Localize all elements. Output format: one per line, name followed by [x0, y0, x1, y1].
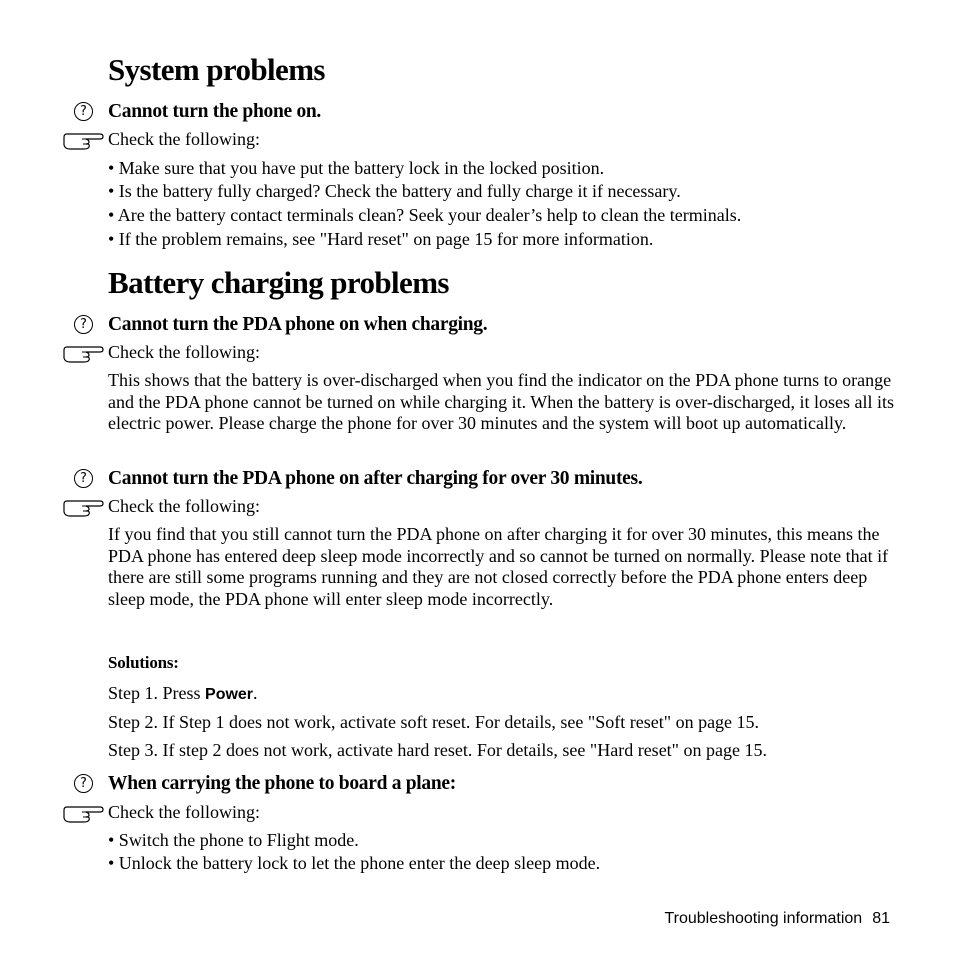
pointing-hand-icon	[62, 344, 106, 364]
check-label: Check the following:	[108, 129, 260, 149]
question-circle-icon: ?	[74, 102, 93, 121]
check-label: Check the following:	[108, 342, 260, 362]
question-title: When carrying the phone to board a plane:	[108, 773, 456, 794]
step-item	[108, 682, 258, 706]
pointing-hand-icon	[62, 131, 106, 151]
question-title: Cannot turn the PDA phone on after charging for over 30 minutes.	[108, 468, 643, 489]
pointing-hand-icon	[62, 498, 106, 518]
section-title: Battery charging problems	[108, 265, 449, 300]
step-item: Step 2. If Step 1 does not work, activate soft reset. For details, see "Soft reset" on page 15.	[108, 712, 760, 732]
list-item: • Make sure that you have put the battery lock in the locked position.	[108, 158, 605, 178]
section-title: System problems	[108, 52, 325, 87]
list-item: • Unlock the battery lock to let the phone enter the deep sleep mode.	[108, 853, 601, 873]
step-item: Step 3. If step 2 does not work, activate hard reset. For details, see "Hard reset" on page 15.	[108, 740, 768, 760]
check-label: Check the following:	[108, 802, 260, 822]
question-title: Cannot turn the PDA phone on when charging.	[108, 314, 488, 335]
list-item: • If the problem remains, see "Hard reset" on page 15 for more information.	[108, 229, 654, 249]
solutions-heading: Solutions:	[108, 653, 179, 672]
question-circle-icon: ?	[74, 774, 93, 793]
list-item: • Is the battery fully charged? Check the battery and fully charge it if necessary.	[108, 181, 681, 201]
list-item: • Are the battery contact terminals clean? Seek your dealer’s help to clean the terminals.	[108, 205, 742, 225]
answer-paragraph: This shows that the battery is over-discharged when you find the indicator on the PDA phone turns to orange and the PDA phone cannot be turned on while charging it. When the battery is over-discharged, it loses all its electric power. Please charge the phone for over 30 minutes and the system will boot up automatically.	[108, 370, 894, 434]
check-label: Check the following:	[108, 496, 260, 516]
step-key: Power	[205, 686, 254, 703]
step-text: .	[253, 683, 258, 703]
footer-label: Troubleshooting information	[664, 910, 863, 927]
question-circle-icon: ?	[74, 315, 93, 334]
page-number: 81	[872, 910, 890, 927]
question-circle-icon: ?	[74, 469, 93, 488]
page-footer	[664, 908, 890, 930]
question-title: Cannot turn the phone on.	[108, 101, 322, 122]
list-item: • Switch the phone to Flight mode.	[108, 830, 359, 850]
pointing-hand-icon	[62, 804, 106, 824]
answer-paragraph: If you find that you still cannot turn the PDA phone on after charging it for over 30 minutes, this means the PDA phone has entered deep sleep mode incorrectly and so cannot be turned on normally. Please note that if there are still some programs running and they are not closed correctly before the PDA phone enters deep sleep mode, the PDA phone will enter sleep mode incorrectly.	[108, 524, 889, 610]
step-text: Step 1. Press	[108, 683, 206, 703]
